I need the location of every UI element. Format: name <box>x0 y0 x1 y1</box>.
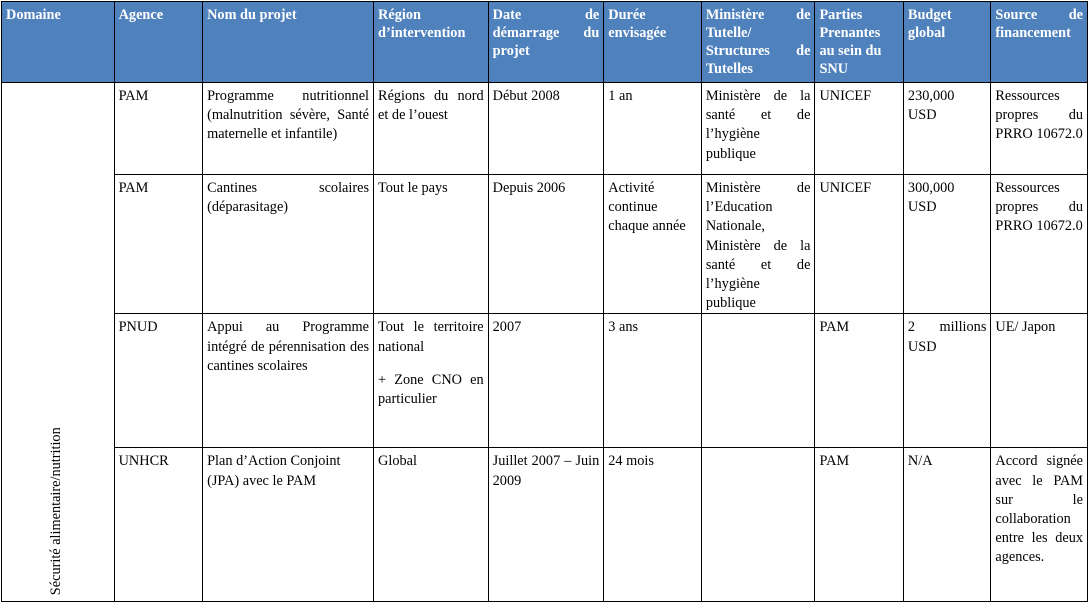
cell-date: Depuis 2006 <box>488 175 604 314</box>
table-row <box>2 448 1088 602</box>
table-row <box>2 314 1088 448</box>
cell-duree: 3 ans <box>604 314 702 448</box>
cell-ministere <box>701 314 815 448</box>
cell-projet: Appui au Programme intégré de pérennisation des cantines scolaires <box>203 314 374 448</box>
cell-projet: Plan d’Action Conjoint (JPA) avec le PAM <box>203 448 374 602</box>
cell-duree: 1 an <box>604 83 702 175</box>
cell-region <box>374 314 489 448</box>
cell-date: Début 2008 <box>488 83 604 175</box>
cell-projet: Cantines scolaires (déparasitage) <box>203 175 374 314</box>
cell-agence: UNHCR <box>114 448 202 602</box>
header-domaine: Domaine <box>2 2 115 83</box>
cell-agence: PNUD <box>114 314 202 448</box>
header-projet: Nom du projet <box>203 2 374 83</box>
cell-source: Ressources propres du PRRO 10672.0 <box>991 83 1088 175</box>
cell-region: Tout le pays <box>374 175 489 314</box>
cell-budget: 2 millions USD <box>903 314 990 448</box>
cell-ministere <box>701 448 815 602</box>
table-row <box>2 83 1088 175</box>
header-budget: Budget global <box>903 2 990 83</box>
cell-date: 2007 <box>488 314 604 448</box>
cell-ministere: Ministère de la santé et de l’hygiène publique <box>701 83 815 175</box>
cell-agence: PAM <box>114 83 202 175</box>
cell-duree: 24 mois <box>604 448 702 602</box>
cell-duree: Activité continue chaque année <box>604 175 702 314</box>
cell-parties: UNICEF <box>815 83 903 175</box>
header-agence: Agence <box>114 2 202 83</box>
projects-table <box>1 1 1088 602</box>
table-row <box>2 175 1088 314</box>
header-ministere: Ministère de Tutelle/ Structures de Tutelles <box>701 2 815 83</box>
cell-source: UE/ Japon <box>991 314 1088 448</box>
cell-parties: PAM <box>815 448 903 602</box>
region-extra-text: + Zone CNO en particulier <box>378 371 484 408</box>
cell-projet: Programme nutritionnel (malnutrition sévère, Santé maternelle et infantile) <box>203 83 374 175</box>
cell-ministere: Ministère de l’Education Nationale, Ministère de la santé et de l’hygiène publique <box>701 175 815 314</box>
domaine-cell <box>2 83 115 602</box>
cell-parties: PAM <box>815 314 903 448</box>
cell-parties: UNICEF <box>815 175 903 314</box>
cell-budget: N/A <box>903 448 990 602</box>
domaine-value: Sécurité alimentaire/nutrition <box>47 427 64 596</box>
header-source: Source de financement <box>991 2 1088 83</box>
header-row <box>2 2 1088 83</box>
cell-region: Global <box>374 448 489 602</box>
cell-source: Accord signée avec le PAM sur le collaboration entre les deux agences. <box>991 448 1088 602</box>
cell-region: Régions du nord et de l’ouest <box>374 83 489 175</box>
header-date: Date de démarrage du projet <box>488 2 604 83</box>
cell-date: Juillet 2007 – Juin 2009 <box>488 448 604 602</box>
header-region: Région d’intervention <box>374 2 489 83</box>
cell-source: Ressources propres du PRRO 10672.0 <box>991 175 1088 314</box>
header-duree: Durée envisagée <box>604 2 702 83</box>
cell-budget: 230,000 USD <box>903 83 990 175</box>
cell-budget: 300,000 USD <box>903 175 990 314</box>
cell-agence: PAM <box>114 175 202 314</box>
region-text: Tout le territoire national <box>378 319 484 355</box>
header-parties: Parties Prenantes au sein du SNU <box>815 2 903 83</box>
